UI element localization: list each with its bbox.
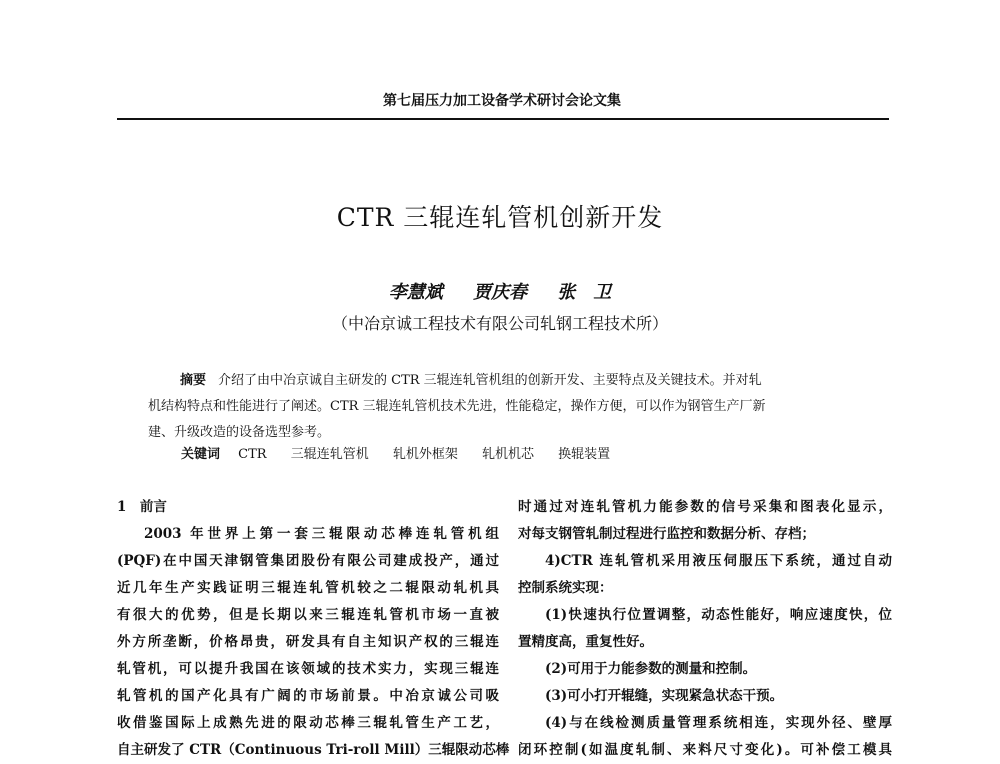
body-line: 控制系统实现： bbox=[518, 580, 613, 596]
body-line: 收借鉴国际上成熟先进的限动芯棒三辊轧管生产工艺， bbox=[117, 715, 499, 731]
body-line: 闭环控制(如温度轧制、来料尺寸变化)。可补偿工模具 bbox=[518, 742, 892, 758]
body-line: 4)CTR 连轧管机采用液压伺服压下系统，通过自动 bbox=[545, 553, 892, 569]
body-line: 近几年生产实践证明三辊连轧管机较之二辊限动轧机具 bbox=[117, 580, 499, 596]
body-line: 自主研发了 CTR（Continuous Tri-roll Mill）三辊限动芯棒 bbox=[117, 742, 510, 758]
running-header: 第七届压力加工设备学术研讨会论文集 bbox=[383, 93, 621, 109]
body-line: 2003 年世界上第一套三辊限动芯棒连轧管机组 bbox=[144, 526, 499, 542]
header-rule bbox=[117, 118, 889, 120]
keyword: 轧机外框架 bbox=[392, 447, 458, 462]
body-line: (1)快速执行位置调整，动态性能好，响应速度快，位 bbox=[545, 607, 892, 623]
affiliation: （中冶京诚工程技术有限公司轧钢工程技术所） bbox=[331, 314, 668, 333]
body-line: 对每支钢管轧制过程进行监控和数据分析、存档； bbox=[518, 526, 815, 542]
keywords bbox=[181, 443, 630, 462]
section-heading: 1 前言 bbox=[117, 499, 167, 515]
body-line: (2)可用于力能参数的测量和控制。 bbox=[545, 661, 757, 677]
body-line: 置精度高，重复性好。 bbox=[518, 634, 653, 650]
body-line: 有很大的优势，但是长期以来三辊连轧管机市场一直被 bbox=[117, 607, 499, 623]
abstract-line: 机结构特点和性能进行了阐述。CTR 三辊连轧管机技术先进，性能稳定，操作方便，可以作为钢管生产厂新 bbox=[148, 399, 766, 414]
abstract-line: 建、升级改造的设备选型参考。 bbox=[148, 425, 331, 440]
authors bbox=[0, 278, 1000, 304]
author: 贾庆春 bbox=[473, 282, 527, 303]
right-column bbox=[518, 494, 892, 764]
left-column bbox=[117, 494, 510, 764]
abstract-line: 介绍了由中冶京诚自主研发的 CTR 三辊连轧管机组的创新开发、主要特点及关键技术。并对轧 bbox=[218, 373, 762, 388]
body-line: (4)与在线检测质量管理系统相连，实现外径、壁厚 bbox=[545, 715, 892, 731]
body-line: 时通过对连轧管机力能参数的信号采集和图表化显示， bbox=[518, 499, 892, 515]
author: 李慧斌 bbox=[388, 282, 443, 303]
body-line: 轧管机，可以提升我国在该领域的技术实力，实现三辊连 bbox=[117, 661, 499, 677]
keyword: CTR bbox=[238, 447, 267, 462]
body-line: (3)可小打开辊缝，实现紧急状态干预。 bbox=[545, 688, 784, 704]
body-line: (PQF)在中国天津钢管集团股份有限公司建成投产，通过 bbox=[117, 553, 499, 569]
abstract-label: 摘要 bbox=[180, 373, 207, 388]
abstract bbox=[148, 368, 880, 446]
body-line: 外方所垄断，价格昂贵，研发具有自主知识产权的三辊连 bbox=[117, 634, 499, 650]
keywords-label: 关键词 bbox=[181, 447, 221, 462]
keyword: 轧机机芯 bbox=[482, 447, 535, 462]
author: 张 卫 bbox=[557, 282, 612, 303]
keyword: 三辊连轧管机 bbox=[290, 447, 369, 462]
body-line: 轧管机的国产化具有广阔的市场前景。中冶京诚公司吸 bbox=[117, 688, 499, 704]
paper-title: CTR 三辊连轧管机创新开发 bbox=[336, 203, 664, 232]
keyword: 换辊装置 bbox=[558, 447, 611, 462]
